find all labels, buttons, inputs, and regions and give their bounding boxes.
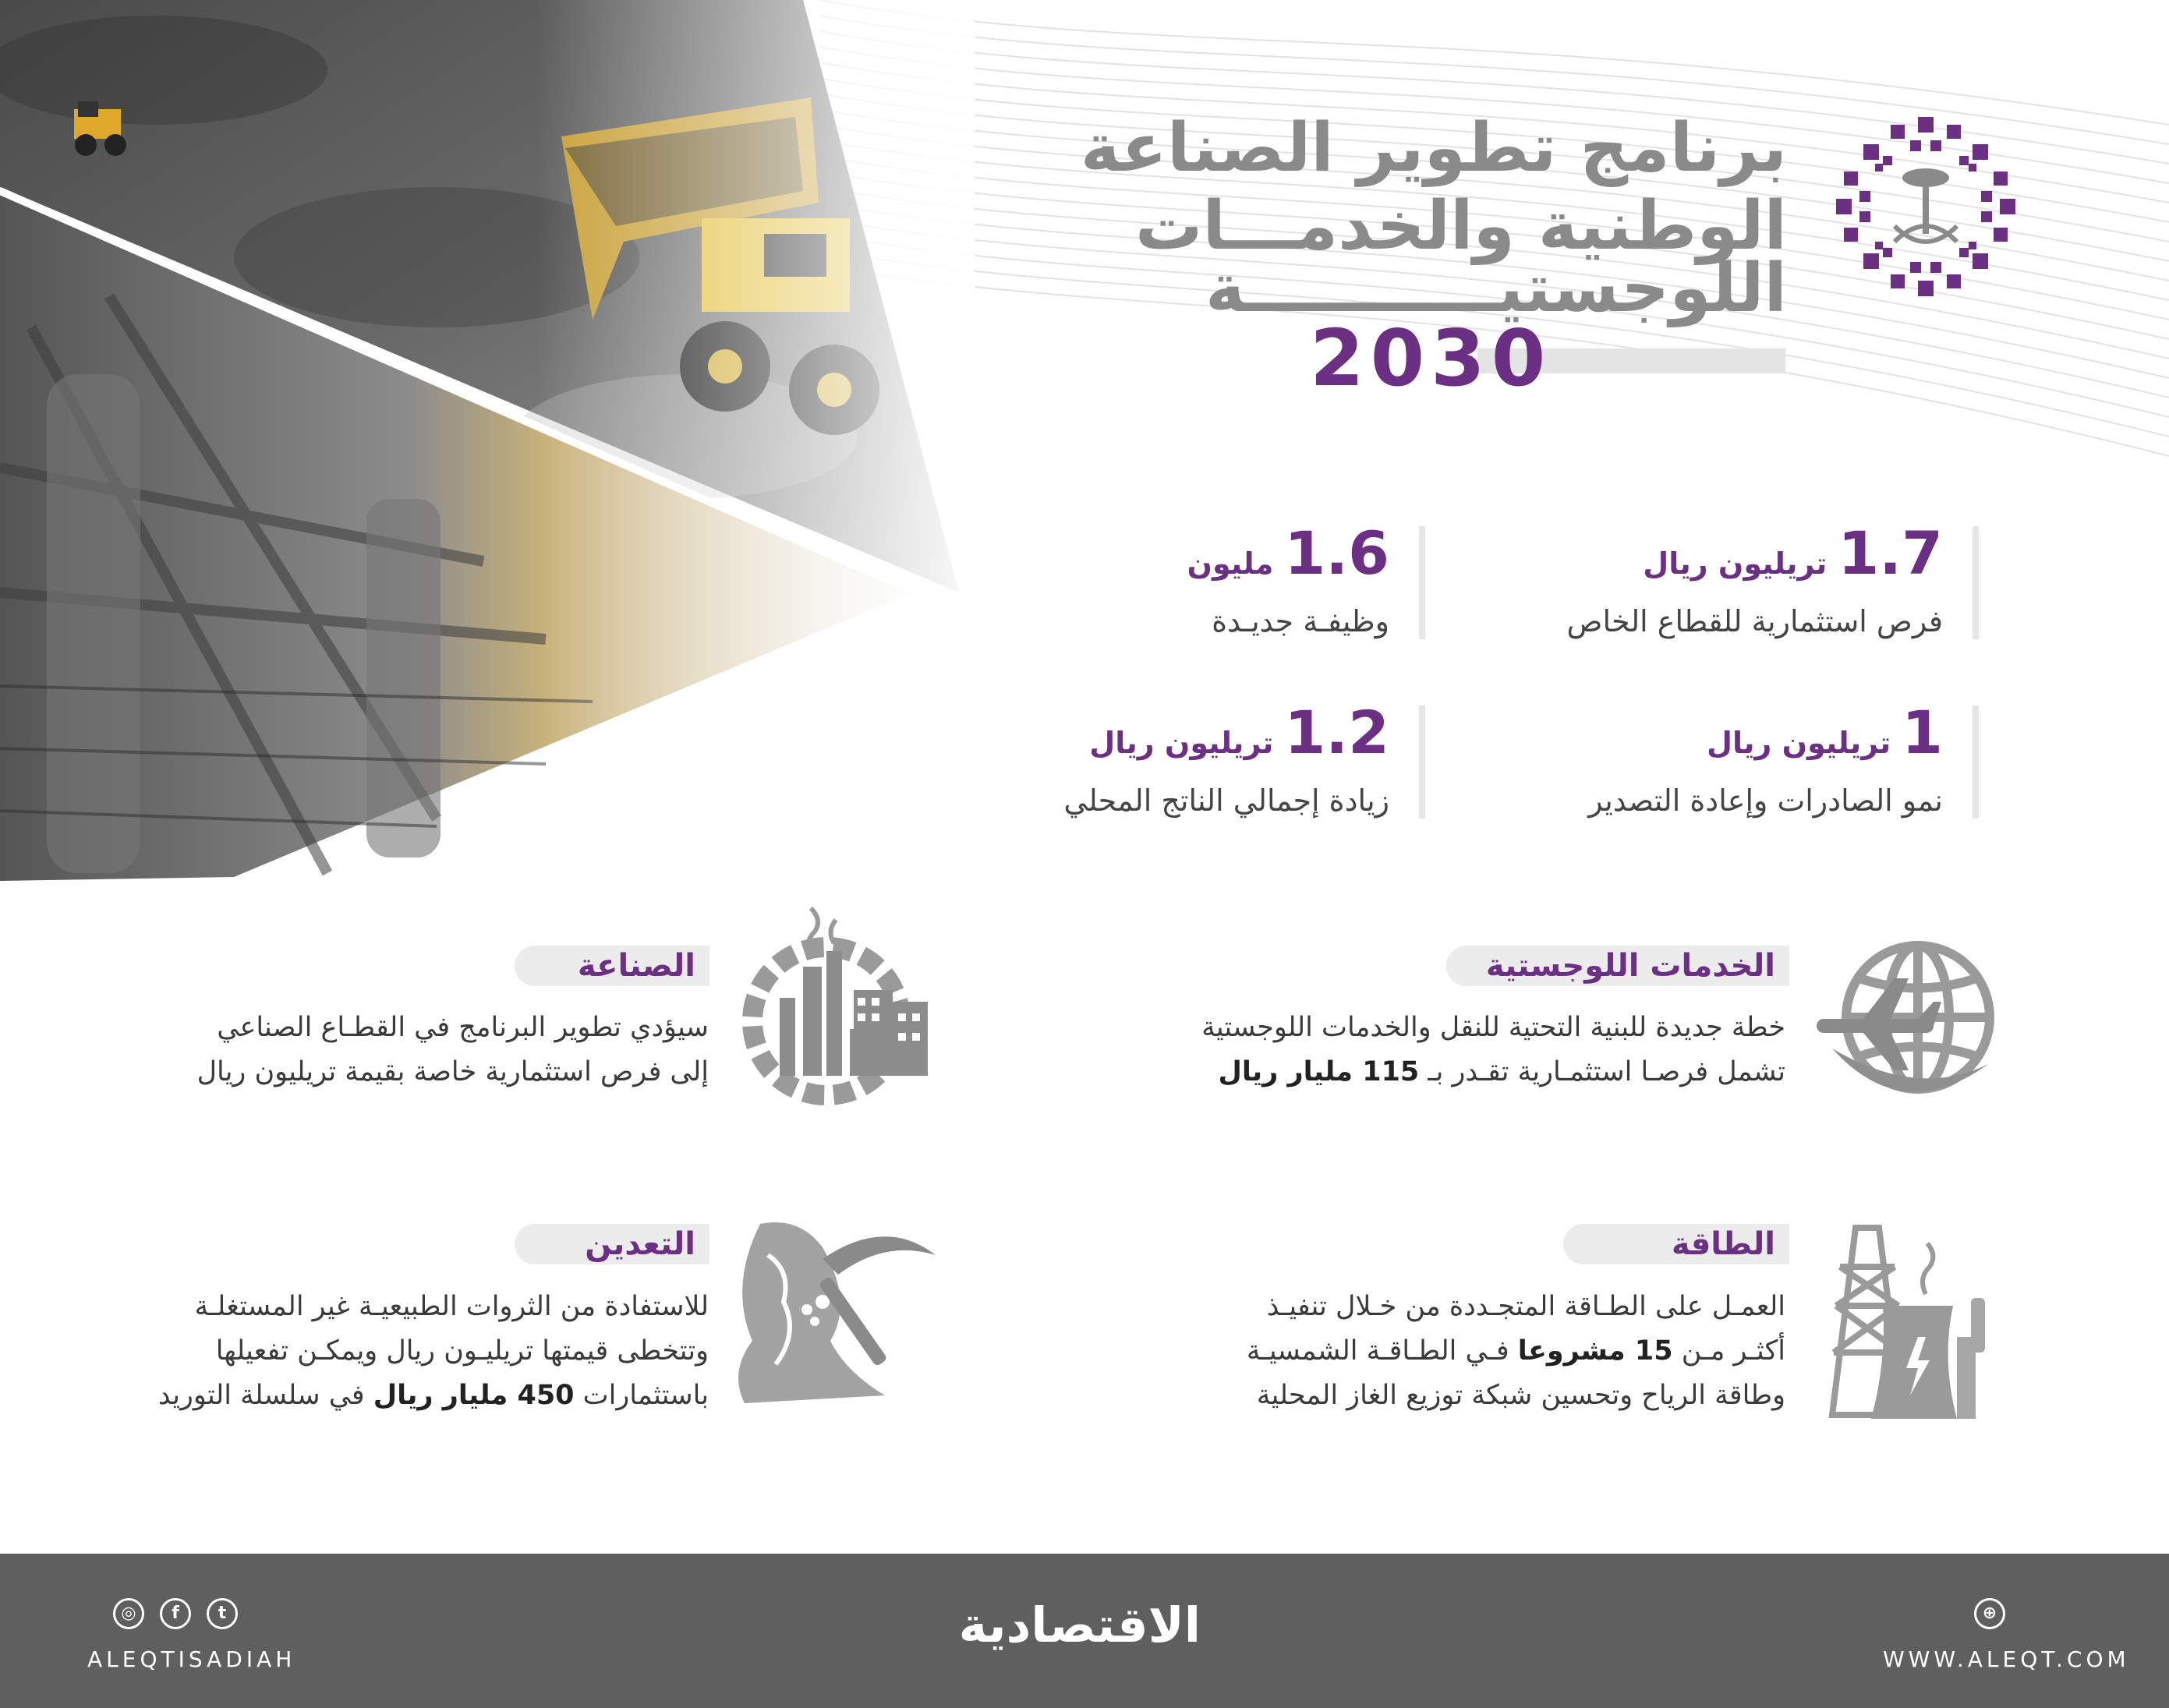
section-title-text: التعدين [585,1226,695,1262]
logistics-line-1: خطة جديدة للبنية التحتية للنقل والخدمات اللوجستية [1201,1012,1785,1043]
program-title-line-2: الوطنية والخدمـــات [1134,187,1787,265]
stat-number: 1 [1902,698,1943,767]
website-globe-icon[interactable]: ⊕ [1974,1598,2005,1629]
industry-description [197,1006,709,1094]
stat-private-investment [1567,518,1943,645]
stat-new-jobs [1187,518,1389,645]
industry-line-1: سيؤدي تطوير البرنامج في القطـاع الصناعي [217,1012,709,1043]
section-title-energy [1563,1224,1789,1264]
mining-investment-value: 450 مليار ريال [373,1380,575,1411]
social-handle: ALEQTISADIAH [87,1646,296,1672]
energy-line-1: العمـل على الطـاقة المتجـددة من خـلال تنفيـذ [1266,1291,1785,1322]
factory-gear-icon [733,904,943,1115]
stat-gdp-increase [1063,698,1389,824]
stat-description: وظيفـة جديـدة [1212,604,1389,638]
industry-line-2: إلى فرص استثمارية خاصة بقيمة تريليون ريال [196,1056,709,1087]
section-title-text: الطاقة [1671,1226,1775,1262]
mining-pickaxe-rock-icon [729,1216,947,1419]
power-tower-plant-icon [1809,1220,1996,1423]
stat-description: نمو الصادرات وإعادة التصدير [1588,783,1943,818]
saudi-vision-emblem-icon [1836,117,2015,296]
mining-line-3-start: باستثمارات [574,1380,709,1411]
brand-logo: الاقتصادية [958,1597,1201,1653]
stat-number: 1.2 [1284,698,1389,767]
industry-photo-collage [0,0,975,889]
stat-number: 1.6 [1284,518,1389,588]
energy-description [1247,1285,1785,1418]
stat-divider-bar [1419,705,1425,819]
program-title-line-3: اللوجستيـــــــــــة [1205,249,1787,327]
twitter-icon[interactable]: t [207,1598,238,1629]
mining-line-1: للاستفادة من الثروات الطبيعيـة غير المستغلـة [194,1291,709,1322]
energy-line-3: وطاقة الرياح وتحسين شبكة توزيع الغاز المحلية [1256,1380,1785,1411]
website-url[interactable]: WWW.ALEQT.COM [1883,1646,2130,1672]
mining-line-2: وتتخطى قيمتها تريليـون ريال ويمكـن تفعيلها [215,1335,709,1367]
section-title-logistics [1446,946,1789,986]
energy-line-2-start: أكثـر مـن [1672,1335,1785,1367]
program-title-line-1: برنامج تطوير الصناعة [1080,109,1787,187]
logistics-line-2-text: تشمل فرصـا استثمـارية تقـدر بـ [1419,1056,1785,1087]
stat-exports-growth [1588,698,1943,824]
stat-unit: مليون [1187,546,1274,581]
stat-description: فرص استثمارية للقطاع الخاص [1566,604,1943,638]
stat-divider-bar [1973,526,1979,639]
globe-airplane-icon [1817,932,1996,1111]
stat-divider-bar [1973,705,1979,819]
energy-line-2-end: فـي الطـاقـة الشمسيـة [1246,1335,1518,1367]
stat-divider-bar [1419,526,1425,639]
section-title-text: الخدمات اللوجستية [1485,948,1775,984]
section-title-mining [515,1224,709,1264]
program-year: 2030 [1310,313,1552,404]
section-title-text: الصناعة [577,948,695,984]
facebook-icon[interactable]: f [160,1598,191,1629]
logistics-description [1201,1006,1785,1094]
stat-number: 1.7 [1838,518,1943,588]
stat-unit: تريليون ريال [1643,546,1828,581]
stat-unit: تريليون ريال [1089,726,1274,760]
section-title-industry [515,946,709,986]
stat-description: زيادة إجمالي الناتج المحلي [1063,783,1389,818]
energy-projects-count: 15 مشروعا [1517,1335,1673,1367]
stat-unit: تريليون ريال [1707,726,1891,760]
mining-description [158,1285,709,1418]
logistics-investment-value: 115 مليار ريال [1218,1056,1420,1087]
instagram-icon[interactable]: ◎ [113,1598,144,1629]
mining-line-3-end: في سلسلة التوريد [157,1380,373,1411]
